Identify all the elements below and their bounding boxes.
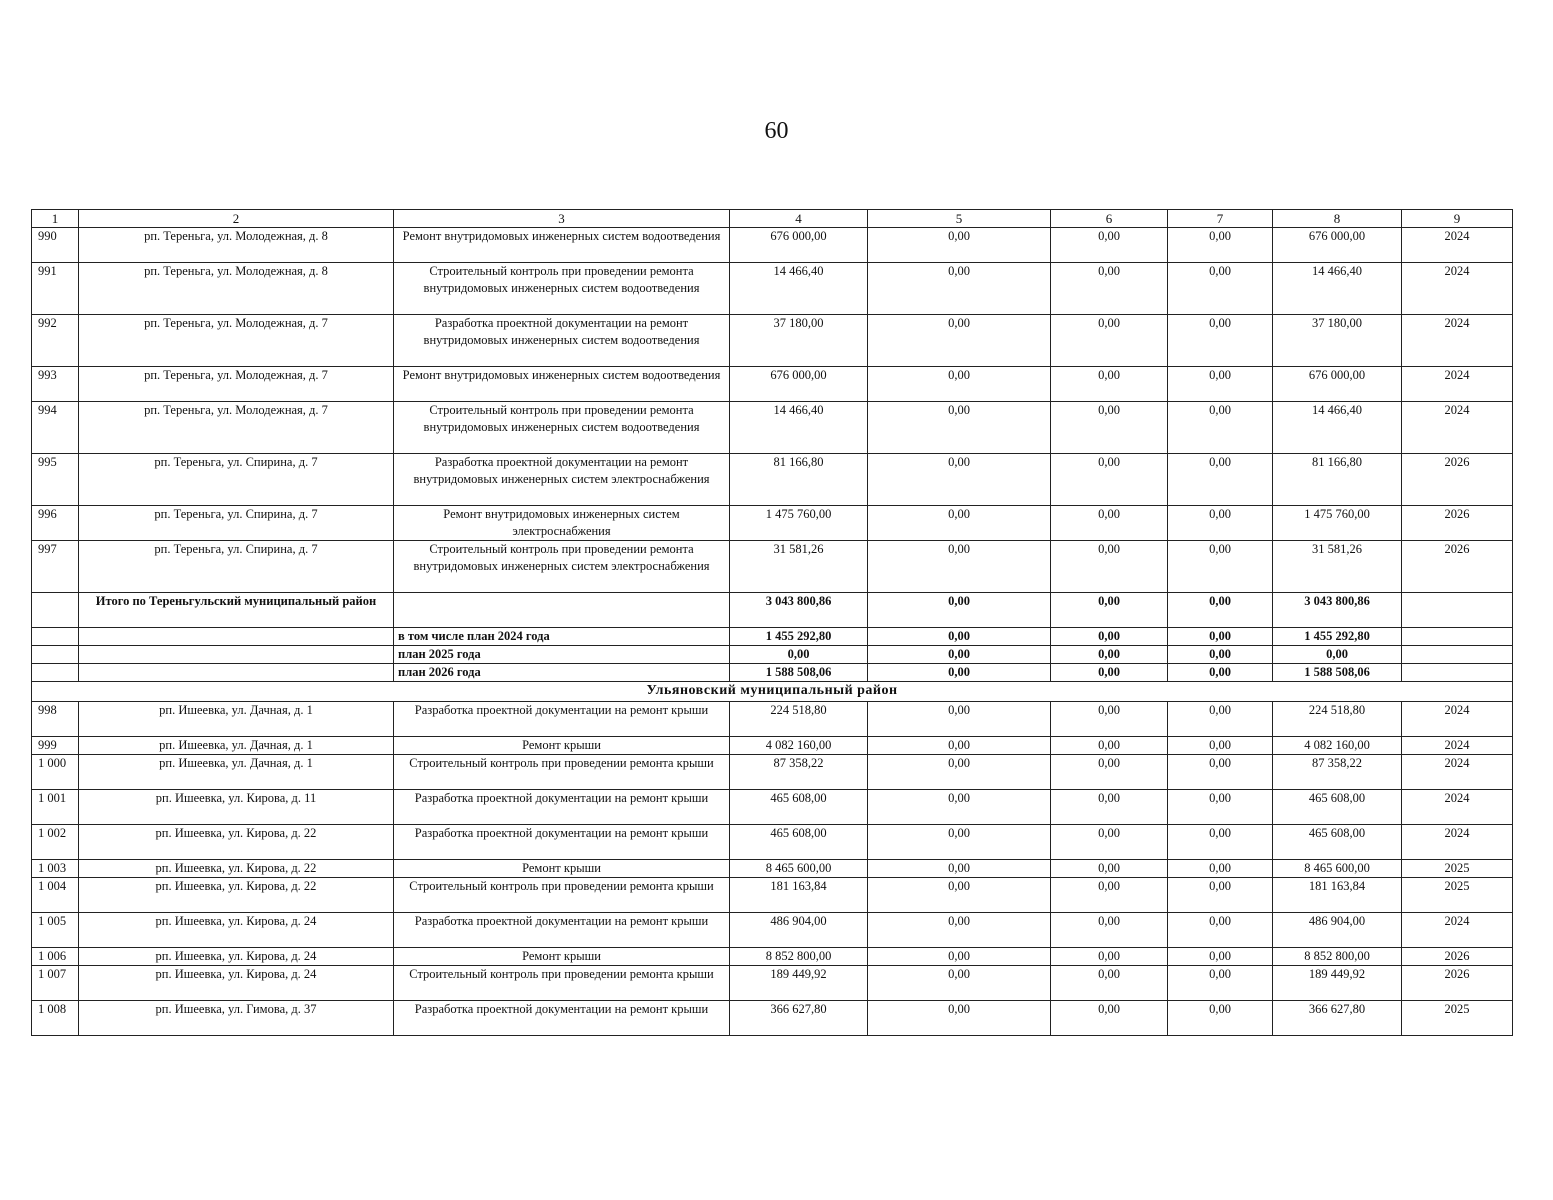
plan-row	[32, 646, 1513, 664]
total-c8: 3 043 800,86	[1273, 593, 1402, 628]
col7-amount: 0,00	[1168, 755, 1273, 790]
row-number: 1 002	[32, 825, 79, 860]
col7-amount: 0,00	[1168, 367, 1273, 402]
col5-amount: 0,00	[868, 454, 1051, 506]
plan-c8: 0,00	[1273, 646, 1402, 664]
total-c6: 0,00	[1051, 593, 1168, 628]
col5-amount: 0,00	[868, 913, 1051, 948]
col6-amount: 0,00	[1051, 454, 1168, 506]
col7-amount: 0,00	[1168, 541, 1273, 593]
row-number: 1 006	[32, 948, 79, 966]
work-type-cell: Разработка проектной документации на ремонт внутридомовых инженерных систем водоотведения	[394, 315, 730, 367]
region-header-row	[32, 682, 1513, 702]
row-number: 997	[32, 541, 79, 593]
col7-amount: 0,00	[1168, 1001, 1273, 1036]
table-row	[32, 402, 1513, 454]
total-row	[32, 593, 1513, 628]
column-header: 8	[1273, 210, 1402, 228]
col8-amount: 366 627,80	[1273, 1001, 1402, 1036]
address-cell: рп. Тереньга, ул. Спирина, д. 7	[79, 541, 394, 593]
work-type-cell: Ремонт крыши	[394, 860, 730, 878]
col7-amount: 0,00	[1168, 913, 1273, 948]
col6-amount: 0,00	[1051, 402, 1168, 454]
work-type-cell: Строительный контроль при проведении ремонта внутридомовых инженерных систем водоотведения	[394, 263, 730, 315]
address-cell	[79, 664, 394, 682]
year-cell: 2026	[1402, 948, 1513, 966]
col4-amount: 224 518,80	[730, 702, 868, 737]
plan-c4: 1 455 292,80	[730, 628, 868, 646]
column-header: 1	[32, 210, 79, 228]
work-type-cell: Разработка проектной документации на ремонт крыши	[394, 913, 730, 948]
column-header: 4	[730, 210, 868, 228]
work-type-cell: Ремонт крыши	[394, 948, 730, 966]
col6-amount: 0,00	[1051, 1001, 1168, 1036]
column-header: 2	[79, 210, 394, 228]
year-cell: 2025	[1402, 860, 1513, 878]
plan-c6: 0,00	[1051, 646, 1168, 664]
table-row	[32, 790, 1513, 825]
table-row	[32, 228, 1513, 263]
year-cell: 2024	[1402, 790, 1513, 825]
table-row	[32, 755, 1513, 790]
address-cell: рп. Ишеевка, ул. Кирова, д. 22	[79, 878, 394, 913]
col7-amount: 0,00	[1168, 228, 1273, 263]
year-cell: 2024	[1402, 367, 1513, 402]
col4-amount: 189 449,92	[730, 966, 868, 1001]
year-cell: 2026	[1402, 966, 1513, 1001]
col8-amount: 87 358,22	[1273, 755, 1402, 790]
work-type-cell: Ремонт крыши	[394, 737, 730, 755]
capital-repair-table	[31, 209, 1513, 1036]
address-cell: рп. Ишеевка, ул. Кирова, д. 24	[79, 966, 394, 1001]
total-c7: 0,00	[1168, 593, 1273, 628]
col4-amount: 465 608,00	[730, 790, 868, 825]
col7-amount: 0,00	[1168, 315, 1273, 367]
plan-c7: 0,00	[1168, 664, 1273, 682]
address-cell: рп. Тереньга, ул. Молодежная, д. 7	[79, 367, 394, 402]
col6-amount: 0,00	[1051, 913, 1168, 948]
page-number: 60	[764, 118, 789, 144]
table-row	[32, 825, 1513, 860]
col7-amount: 0,00	[1168, 966, 1273, 1001]
col7-amount: 0,00	[1168, 402, 1273, 454]
table-row	[32, 966, 1513, 1001]
plan-c5: 0,00	[868, 628, 1051, 646]
col4-amount: 8 852 800,00	[730, 948, 868, 966]
col4-amount: 14 466,40	[730, 402, 868, 454]
row-number	[32, 593, 79, 628]
year-cell: 2024	[1402, 755, 1513, 790]
plan-c8: 1 588 508,06	[1273, 664, 1402, 682]
col6-amount: 0,00	[1051, 506, 1168, 541]
col7-amount: 0,00	[1168, 790, 1273, 825]
row-number: 1 003	[32, 860, 79, 878]
plan-c4: 1 588 508,06	[730, 664, 868, 682]
col6-amount: 0,00	[1051, 755, 1168, 790]
col5-amount: 0,00	[868, 948, 1051, 966]
table-row	[32, 367, 1513, 402]
plan-c7: 0,00	[1168, 646, 1273, 664]
work-type-cell: Разработка проектной документации на ремонт крыши	[394, 790, 730, 825]
address-cell: рп. Тереньга, ул. Спирина, д. 7	[79, 506, 394, 541]
col7-amount: 0,00	[1168, 506, 1273, 541]
total-label: Итого по Тереньгульский муниципальный район	[79, 593, 394, 628]
col6-amount: 0,00	[1051, 702, 1168, 737]
col5-amount: 0,00	[868, 315, 1051, 367]
plan-c5: 0,00	[868, 646, 1051, 664]
year-cell: 2026	[1402, 541, 1513, 593]
plan-c6: 0,00	[1051, 664, 1168, 682]
column-header: 6	[1051, 210, 1168, 228]
col4-amount: 37 180,00	[730, 315, 868, 367]
plan-label: в том числе план 2024 года	[394, 628, 730, 646]
work-type-cell: Ремонт внутридомовых инженерных систем электроснабжения	[394, 506, 730, 541]
col4-amount: 14 466,40	[730, 263, 868, 315]
address-cell: рп. Ишеевка, ул. Дачная, д. 1	[79, 755, 394, 790]
work-type-cell: Строительный контроль при проведении ремонта крыши	[394, 966, 730, 1001]
work-type-cell: Строительный контроль при проведении ремонта крыши	[394, 878, 730, 913]
col6-amount: 0,00	[1051, 228, 1168, 263]
plan-c6: 0,00	[1051, 628, 1168, 646]
plan-c8: 1 455 292,80	[1273, 628, 1402, 646]
year-cell: 2024	[1402, 737, 1513, 755]
col5-amount: 0,00	[868, 790, 1051, 825]
total-c5: 0,00	[868, 593, 1051, 628]
col5-amount: 0,00	[868, 702, 1051, 737]
address-cell: рп. Тереньга, ул. Спирина, д. 7	[79, 454, 394, 506]
col5-amount: 0,00	[868, 1001, 1051, 1036]
row-number: 993	[32, 367, 79, 402]
col7-amount: 0,00	[1168, 948, 1273, 966]
table-row	[32, 506, 1513, 541]
col8-amount: 465 608,00	[1273, 825, 1402, 860]
row-number: 1 008	[32, 1001, 79, 1036]
address-cell: рп. Тереньга, ул. Молодежная, д. 8	[79, 263, 394, 315]
col4-amount: 676 000,00	[730, 228, 868, 263]
year-cell: 2026	[1402, 506, 1513, 541]
col5-amount: 0,00	[868, 506, 1051, 541]
col4-amount: 4 082 160,00	[730, 737, 868, 755]
column-header: 7	[1168, 210, 1273, 228]
col6-amount: 0,00	[1051, 367, 1168, 402]
year-cell	[1402, 628, 1513, 646]
col4-amount: 8 465 600,00	[730, 860, 868, 878]
col5-amount: 0,00	[868, 878, 1051, 913]
row-number: 994	[32, 402, 79, 454]
address-cell: рп. Ишеевка, ул. Дачная, д. 1	[79, 702, 394, 737]
col8-amount: 224 518,80	[1273, 702, 1402, 737]
row-number: 992	[32, 315, 79, 367]
address-cell: рп. Тереньга, ул. Молодежная, д. 8	[79, 228, 394, 263]
col8-amount: 465 608,00	[1273, 790, 1402, 825]
column-header: 5	[868, 210, 1051, 228]
col5-amount: 0,00	[868, 825, 1051, 860]
plan-row	[32, 664, 1513, 682]
column-header: 3	[394, 210, 730, 228]
col8-amount: 676 000,00	[1273, 367, 1402, 402]
row-number: 1 005	[32, 913, 79, 948]
col8-amount: 37 180,00	[1273, 315, 1402, 367]
plan-row	[32, 628, 1513, 646]
address-cell: рп. Ишеевка, ул. Кирова, д. 22	[79, 860, 394, 878]
col8-amount: 8 465 600,00	[1273, 860, 1402, 878]
col5-amount: 0,00	[868, 263, 1051, 315]
year-cell: 2024	[1402, 825, 1513, 860]
col5-amount: 0,00	[868, 966, 1051, 1001]
col4-amount: 181 163,84	[730, 878, 868, 913]
col6-amount: 0,00	[1051, 966, 1168, 1001]
col6-amount: 0,00	[1051, 878, 1168, 913]
col5-amount: 0,00	[868, 860, 1051, 878]
col7-amount: 0,00	[1168, 263, 1273, 315]
address-cell: рп. Ишеевка, ул. Кирова, д. 22	[79, 825, 394, 860]
col7-amount: 0,00	[1168, 737, 1273, 755]
year-cell	[1402, 593, 1513, 628]
col5-amount: 0,00	[868, 367, 1051, 402]
row-number: 991	[32, 263, 79, 315]
plan-c5: 0,00	[868, 664, 1051, 682]
year-cell: 2024	[1402, 702, 1513, 737]
table-row	[32, 878, 1513, 913]
row-number: 1 000	[32, 755, 79, 790]
col7-amount: 0,00	[1168, 702, 1273, 737]
work-type-cell: Ремонт внутридомовых инженерных систем водоотведения	[394, 228, 730, 263]
address-cell: рп. Ишеевка, ул. Кирова, д. 24	[79, 913, 394, 948]
table-row	[32, 948, 1513, 966]
col6-amount: 0,00	[1051, 737, 1168, 755]
table-row	[32, 1001, 1513, 1036]
col8-amount: 81 166,80	[1273, 454, 1402, 506]
col5-amount: 0,00	[868, 228, 1051, 263]
col8-amount: 8 852 800,00	[1273, 948, 1402, 966]
row-number: 990	[32, 228, 79, 263]
col4-amount: 676 000,00	[730, 367, 868, 402]
col6-amount: 0,00	[1051, 825, 1168, 860]
col5-amount: 0,00	[868, 755, 1051, 790]
plan-label: план 2026 года	[394, 664, 730, 682]
work-type-cell: Строительный контроль при проведении ремонта внутридомовых инженерных систем водоотведения	[394, 402, 730, 454]
address-cell: рп. Тереньга, ул. Молодежная, д. 7	[79, 402, 394, 454]
col7-amount: 0,00	[1168, 860, 1273, 878]
plan-c7: 0,00	[1168, 628, 1273, 646]
row-number: 1 001	[32, 790, 79, 825]
col5-amount: 0,00	[868, 541, 1051, 593]
year-cell: 2024	[1402, 402, 1513, 454]
row-number: 995	[32, 454, 79, 506]
year-cell: 2024	[1402, 263, 1513, 315]
col8-amount: 1 475 760,00	[1273, 506, 1402, 541]
total-c4: 3 043 800,86	[730, 593, 868, 628]
col4-amount: 31 581,26	[730, 541, 868, 593]
year-cell: 2025	[1402, 1001, 1513, 1036]
col6-amount: 0,00	[1051, 541, 1168, 593]
col4-amount: 1 475 760,00	[730, 506, 868, 541]
work-type-cell: Разработка проектной документации на ремонт крыши	[394, 702, 730, 737]
col8-amount: 486 904,00	[1273, 913, 1402, 948]
col8-amount: 4 082 160,00	[1273, 737, 1402, 755]
col8-amount: 31 581,26	[1273, 541, 1402, 593]
col6-amount: 0,00	[1051, 315, 1168, 367]
address-cell	[79, 646, 394, 664]
col5-amount: 0,00	[868, 402, 1051, 454]
address-cell: рп. Ишеевка, ул. Кирова, д. 24	[79, 948, 394, 966]
col8-amount: 14 466,40	[1273, 263, 1402, 315]
year-cell: 2025	[1402, 878, 1513, 913]
col4-amount: 81 166,80	[730, 454, 868, 506]
address-cell: рп. Тереньга, ул. Молодежная, д. 7	[79, 315, 394, 367]
row-number: 999	[32, 737, 79, 755]
year-cell	[1402, 664, 1513, 682]
region-title: Ульяновский муниципальный район	[32, 682, 1513, 702]
col8-amount: 14 466,40	[1273, 402, 1402, 454]
row-number: 998	[32, 702, 79, 737]
table-row	[32, 913, 1513, 948]
table-row	[32, 860, 1513, 878]
row-number	[32, 664, 79, 682]
col6-amount: 0,00	[1051, 263, 1168, 315]
col5-amount: 0,00	[868, 737, 1051, 755]
table-row	[32, 454, 1513, 506]
plan-c4: 0,00	[730, 646, 868, 664]
col4-amount: 366 627,80	[730, 1001, 868, 1036]
table-row	[32, 263, 1513, 315]
col6-amount: 0,00	[1051, 790, 1168, 825]
col4-amount: 486 904,00	[730, 913, 868, 948]
plan-label: план 2025 года	[394, 646, 730, 664]
year-cell: 2026	[1402, 454, 1513, 506]
table-row	[32, 315, 1513, 367]
row-number	[32, 628, 79, 646]
col7-amount: 0,00	[1168, 825, 1273, 860]
column-header: 9	[1402, 210, 1513, 228]
year-cell: 2024	[1402, 913, 1513, 948]
table-row	[32, 737, 1513, 755]
work-type-cell: Разработка проектной документации на ремонт внутридомовых инженерных систем электроснабжения	[394, 454, 730, 506]
work-type-cell: Строительный контроль при проведении ремонта крыши	[394, 755, 730, 790]
table-row	[32, 541, 1513, 593]
year-cell: 2024	[1402, 228, 1513, 263]
col8-amount: 676 000,00	[1273, 228, 1402, 263]
work-type-cell: Разработка проектной документации на ремонт крыши	[394, 825, 730, 860]
col8-amount: 181 163,84	[1273, 878, 1402, 913]
row-number: 996	[32, 506, 79, 541]
row-number: 1 004	[32, 878, 79, 913]
address-cell: рп. Ишеевка, ул. Дачная, д. 1	[79, 737, 394, 755]
col8-amount: 189 449,92	[1273, 966, 1402, 1001]
col6-amount: 0,00	[1051, 860, 1168, 878]
work-type-cell: Разработка проектной документации на ремонт крыши	[394, 1001, 730, 1036]
work-type-cell	[394, 593, 730, 628]
col7-amount: 0,00	[1168, 454, 1273, 506]
year-cell: 2024	[1402, 315, 1513, 367]
col6-amount: 0,00	[1051, 948, 1168, 966]
year-cell	[1402, 646, 1513, 664]
table-row	[32, 702, 1513, 737]
row-number: 1 007	[32, 966, 79, 1001]
address-cell: рп. Ишеевка, ул. Кирова, д. 11	[79, 790, 394, 825]
row-number	[32, 646, 79, 664]
address-cell	[79, 628, 394, 646]
address-cell: рп. Ишеевка, ул. Гимова, д. 37	[79, 1001, 394, 1036]
work-type-cell: Ремонт внутридомовых инженерных систем водоотведения	[394, 367, 730, 402]
table-header-row	[32, 210, 1513, 228]
col7-amount: 0,00	[1168, 878, 1273, 913]
col4-amount: 465 608,00	[730, 825, 868, 860]
work-type-cell: Строительный контроль при проведении ремонта внутридомовых инженерных систем электроснабжения	[394, 541, 730, 593]
col4-amount: 87 358,22	[730, 755, 868, 790]
